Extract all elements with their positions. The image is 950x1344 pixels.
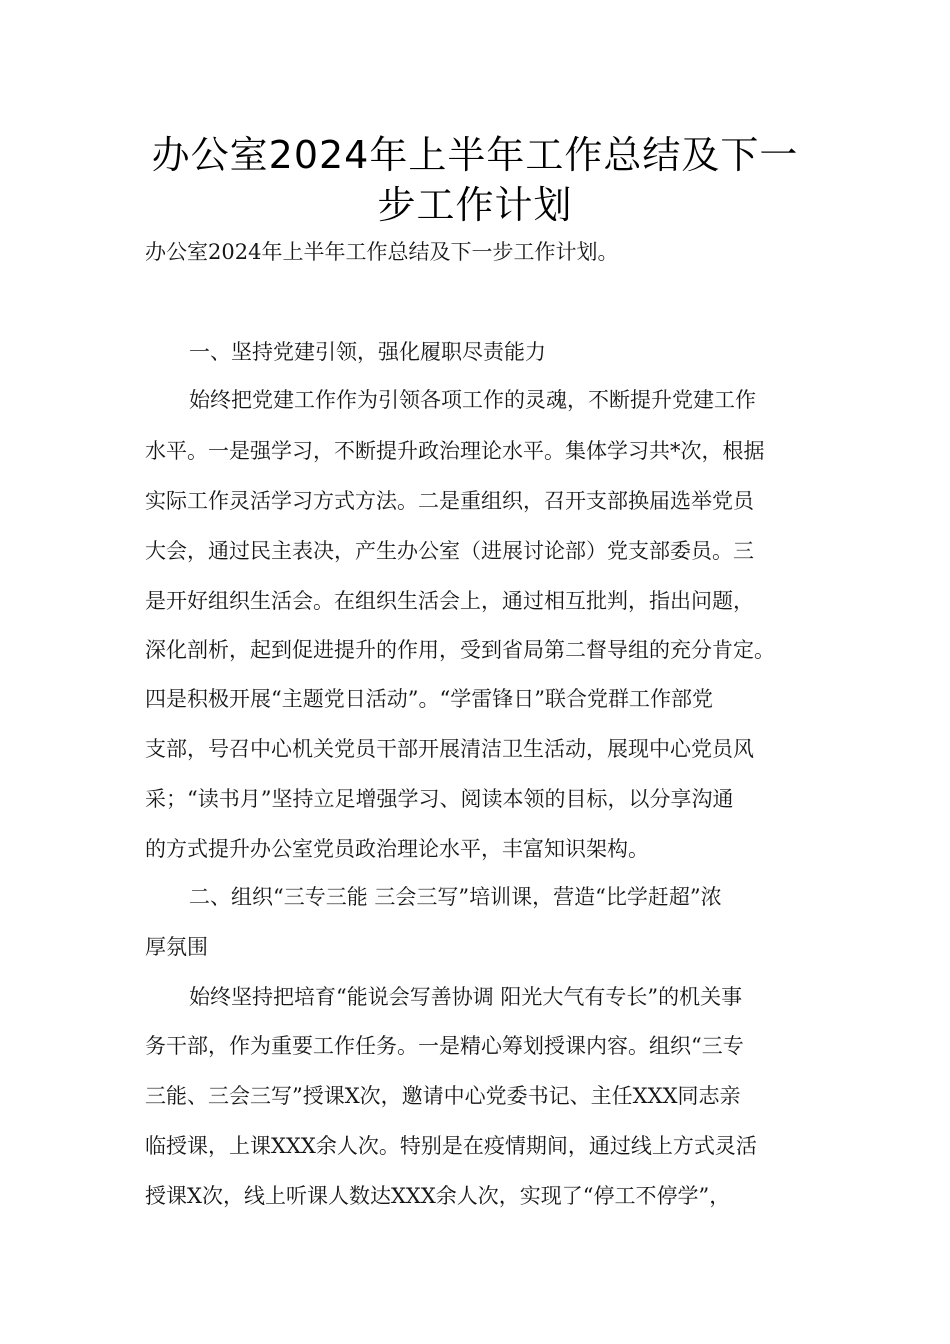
- body-line: 的方式提升办公室党员政治理论水平，丰富知识架构。: [145, 837, 649, 861]
- body-line: 是开好组织生活会。在组织生活会上，通过相互批判，指出问题，: [145, 589, 754, 613]
- section-heading-2-cont: 厚氛围: [145, 935, 208, 959]
- section-heading-1: 一、坚持党建引领，强化履职尽责能力: [189, 340, 546, 364]
- body-line: 临授课，上课XXX余人次。特别是在疫情期间，通过线上方式灵活: [145, 1134, 757, 1158]
- document-title-line-1: 办公室2024年上半年工作总结及下一: [151, 133, 799, 177]
- body-line: 三能、三会三写”授课X次，邀请中心党委书记、主任XXX同志亲: [145, 1084, 741, 1108]
- summary-line: 办公室2024年上半年工作总结及下一步工作计划。: [145, 240, 619, 264]
- body-line: 授课X次，线上听课人数达XXX余人次，实现了“停工不停学”，: [145, 1184, 731, 1208]
- document-title-line-2: 步工作计划: [377, 183, 573, 227]
- body-line: 深化剖析，起到促进提升的作用，受到省局第二督导组的充分肯定。: [145, 638, 775, 662]
- body-line: 水平。一是强学习，不断提升政治理论水平。集体学习共*次，根据: [145, 439, 765, 463]
- body-line: 支部，号召中心机关党员干部开展清洁卫生活动，展现中心党员风: [145, 737, 754, 761]
- section-heading-2: 二、组织“三专三能 三会三写”培训课，营造“比学赶超”浓: [189, 885, 722, 909]
- body-line: 实际工作灵活学习方式方法。二是重组织，召开支部换届选举党员: [145, 489, 754, 513]
- body-line: 四是积极开展“主题党日活动”。“学雷锋日”联合党群工作部党: [145, 687, 713, 711]
- body-line: 采；“读书月”坚持立足增强学习、阅读本领的目标，以分享沟通: [145, 787, 734, 811]
- body-line: 务干部，作为重要工作任务。一是精心筹划授课内容。组织“三专: [145, 1034, 744, 1058]
- body-line: 始终坚持把培育“能说会写善协调 阳光大气有专长”的机关事: [189, 985, 743, 1009]
- body-line: 大会，通过民主表决，产生办公室（进展讨论部）党支部委员。三: [145, 539, 754, 563]
- body-line: 始终把党建工作作为引领各项工作的灵魂，不断提升党建工作: [189, 388, 756, 412]
